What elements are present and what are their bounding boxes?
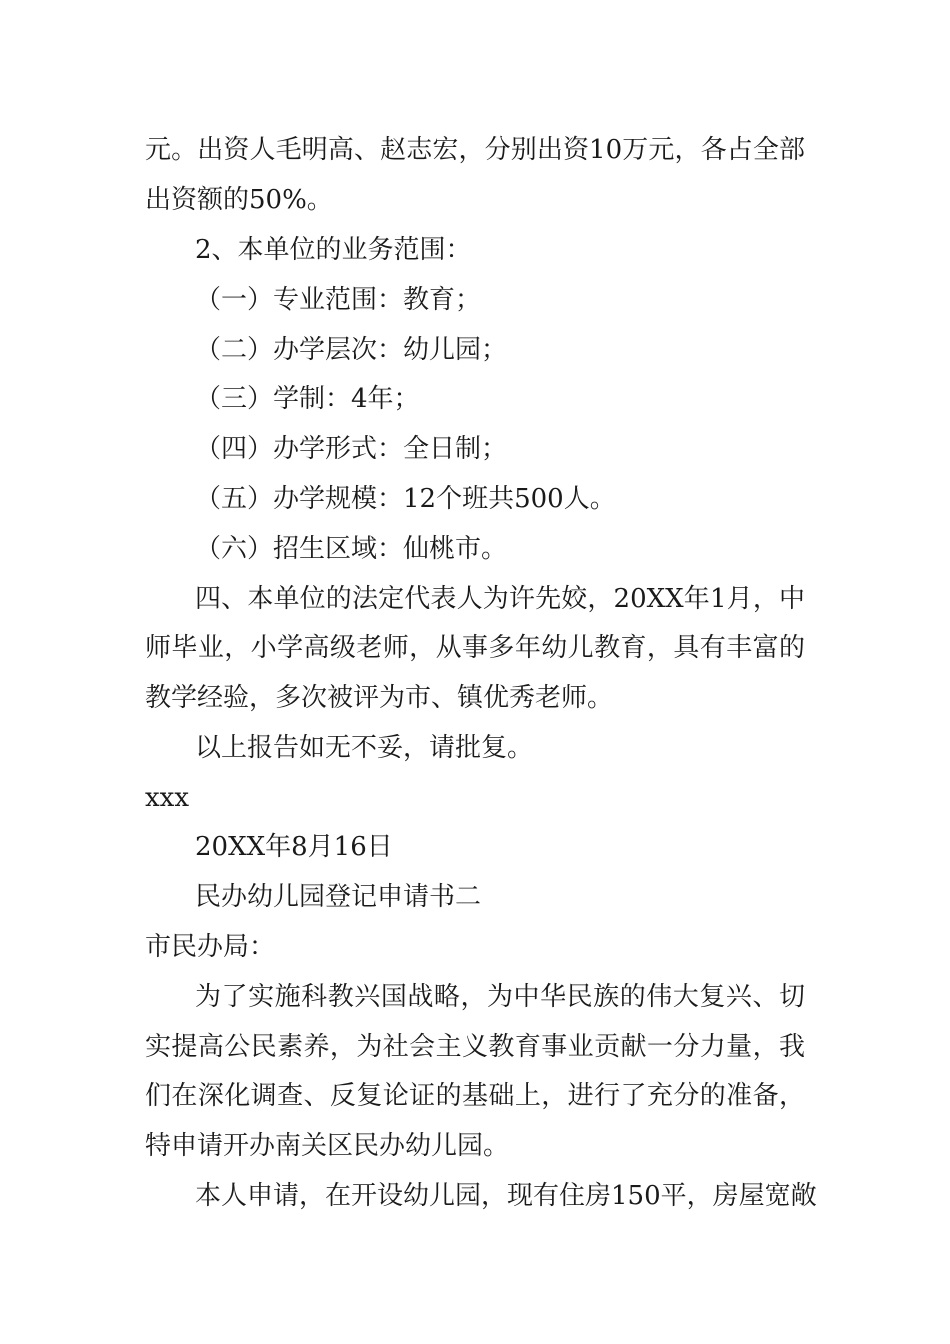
text-line-6: （三）学制：4年； <box>195 384 420 414</box>
text-line-17: 市民办局： <box>145 932 276 962</box>
text-line-8: （五）办学规模：12个班共500人。 <box>195 484 616 514</box>
text-line-1: 元。出资人毛明高、赵志宏，分别出资10万元，各占全部 <box>145 135 805 165</box>
text-line-20: 们在深化调查、反复论证的基础上，进行了充分的准备， <box>145 1081 805 1111</box>
text-line-3: 2、本单位的业务范围： <box>195 235 472 265</box>
text-line-12: 教学经验，多次被评为市、镇优秀老师。 <box>145 683 614 713</box>
text-line-9: （六）招生区域：仙桃市。 <box>195 534 508 564</box>
text-line-14: xxx <box>145 783 189 813</box>
text-line-11: 师毕业，小学高级老师，从事多年幼儿教育，具有丰富的 <box>145 633 805 663</box>
text-line-15: 20XX年8月16日 <box>195 832 393 862</box>
text-line-7: （四）办学形式：全日制； <box>195 434 508 464</box>
text-line-18: 为了实施科教兴国战略，为中华民族的伟大复兴、切 <box>195 982 805 1012</box>
text-line-16: 民办幼儿园登记申请书二 <box>195 882 482 912</box>
text-line-13: 以上报告如无不妥，请批复。 <box>195 733 534 763</box>
text-line-4: （一）专业范围：教育； <box>195 285 482 315</box>
text-line-10: 四、本单位的法定代表人为许先姣，20XX年1月，中 <box>195 584 805 614</box>
text-line-22: 本人申请，在开设幼儿园，现有住房150平，房屋宽敞 <box>195 1181 817 1211</box>
text-line-19: 实提高公民素养，为社会主义教育事业贡献一分力量，我 <box>145 1032 805 1062</box>
text-line-21: 特申请开办南关区民办幼儿园。 <box>145 1131 510 1161</box>
text-line-5: （二）办学层次：幼儿园； <box>195 335 508 365</box>
text-line-2: 出资额的50%。 <box>145 185 333 215</box>
